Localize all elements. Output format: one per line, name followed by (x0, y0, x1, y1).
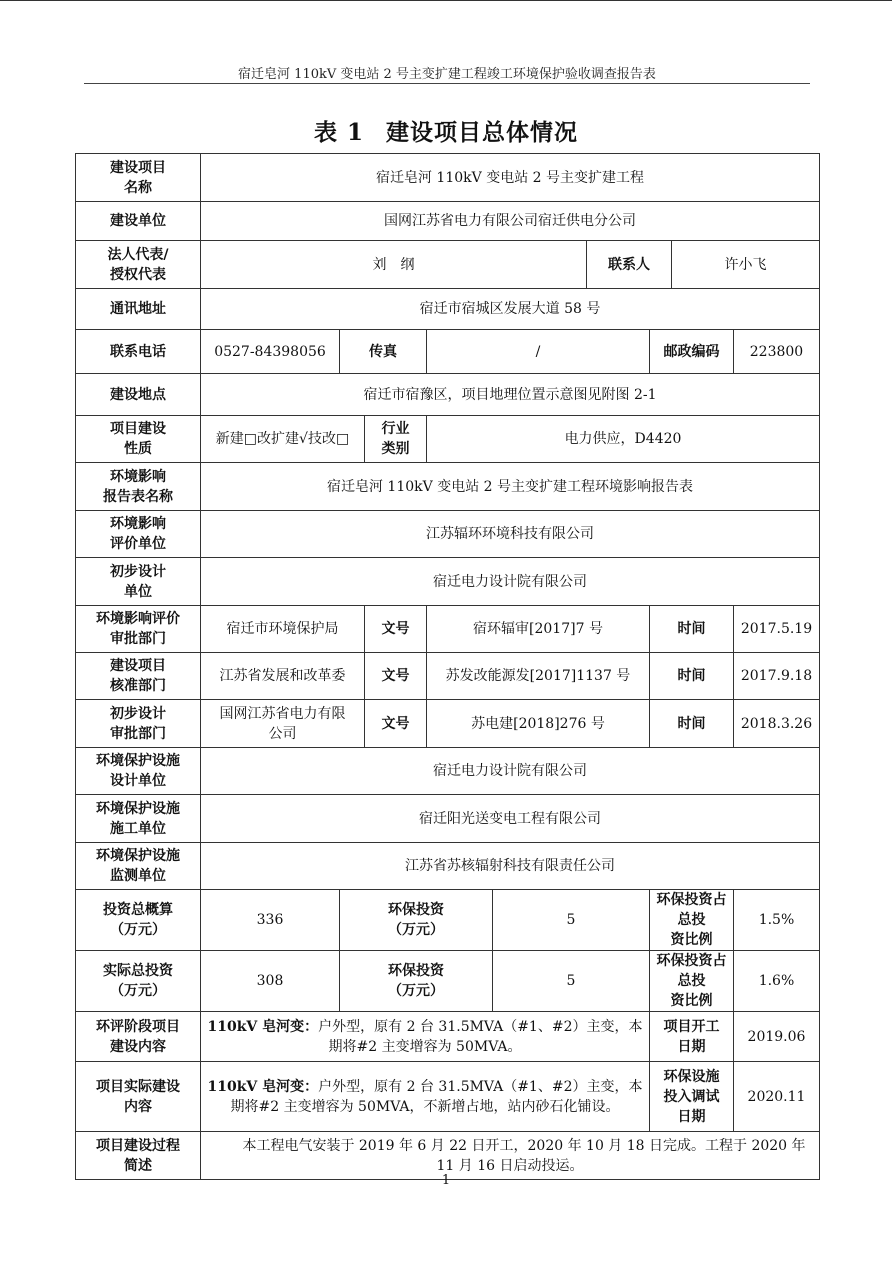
label-doc-no: 文号 (365, 700, 427, 748)
value-eia-unit: 江苏辐环环境科技有限公司 (201, 511, 820, 558)
table-row (76, 890, 820, 951)
table-row (76, 1062, 820, 1132)
label-doc-no: 文号 (365, 606, 427, 653)
label-actual-content: 项目实际建设 内容 (76, 1062, 201, 1132)
table-row (76, 241, 820, 289)
value-phone: 0527-84398056 (201, 330, 340, 374)
label-commission-date: 环保设施 投入调试 日期 (650, 1062, 734, 1132)
value-industry: 电力供应，D4420 (427, 416, 820, 463)
label-eia-content: 环评阶段项目 建设内容 (76, 1012, 201, 1062)
label-investment-budget: 投资总概算 （万元） (76, 890, 201, 951)
label-env-investment: 环保投资 （万元） (340, 951, 493, 1012)
content-text: 户外型，原有 2 台 31.5MVA（#1、#2）主变，本期将#2 主变增容为 50MVA。 (318, 1018, 643, 1055)
value-actual-investment: 308 (201, 951, 340, 1012)
label-industry: 行业 类别 (365, 416, 427, 463)
value-time: 2017.5.19 (734, 606, 820, 653)
table-row (76, 154, 820, 202)
content-text: 户外型，原有 2 台 31.5MVA（#1、#2）主变，本期将#2 主变增容为 50MVA，不新增占地，站内砂石化铺设。 (230, 1078, 643, 1115)
table-row (76, 558, 820, 606)
table-row (76, 951, 820, 1012)
value-approval-dept: 江苏省发展和改革委 (201, 653, 365, 700)
value-project-name: 宿迁皂河 110kV 变电站 2 号主变扩建工程 (201, 154, 820, 202)
header-rule (84, 83, 810, 84)
label-address: 通讯地址 (76, 289, 201, 330)
label-approval-design: 初步设计 审批部门 (76, 700, 201, 748)
value-investment-budget: 336 (201, 890, 340, 951)
label-time: 时间 (650, 700, 734, 748)
label-doc-no: 文号 (365, 653, 427, 700)
value-env-investment: 5 (493, 890, 650, 951)
value-process: 本工程电气安装于 2019 年 6 月 22 日开工，2020 年 10 月 18 日完成。工程于 2020 年 11 月 16 日启动投运。 (201, 1132, 820, 1180)
value-eia-report: 宿迁皂河 110kV 变电站 2 号主变扩建工程环境影响报告表 (201, 463, 820, 511)
label-eia-report: 环境影响 报告表名称 (76, 463, 201, 511)
table-row (76, 330, 820, 374)
value-env-monitor: 江苏省苏核辐射科技有限责任公司 (201, 843, 820, 890)
value-nature: 新建□改扩建√技改□ (201, 416, 365, 463)
label-time: 时间 (650, 653, 734, 700)
label-env-investment: 环保投资 （万元） (340, 890, 493, 951)
table-row (76, 700, 820, 748)
project-overview-table (75, 153, 820, 1180)
value-zip: 223800 (734, 330, 820, 374)
label-zip: 邮政编码 (650, 330, 734, 374)
label-eia-unit: 环境影响 评价单位 (76, 511, 201, 558)
value-legal-rep: 刘 纲 (201, 241, 587, 289)
table-row (76, 748, 820, 795)
label-env-monitor: 环境保护设施 监测单位 (76, 843, 201, 890)
value-time: 2018.3.26 (734, 700, 820, 748)
title-number: 表 1 (313, 119, 364, 146)
label-contact: 联系人 (587, 241, 672, 289)
label-phone: 联系电话 (76, 330, 201, 374)
value-eia-content (201, 1012, 650, 1062)
value-start-date: 2019.06 (734, 1012, 820, 1062)
value-env-ratio: 1.5% (734, 890, 820, 951)
value-actual-content (201, 1062, 650, 1132)
value-doc-no: 苏发改能源发[2017]1137 号 (427, 653, 650, 700)
table-row (76, 1012, 820, 1062)
value-location: 宿迁市宿豫区，项目地理位置示意图见附图 2-1 (201, 374, 820, 416)
value-doc-no: 苏电建[2018]276 号 (427, 700, 650, 748)
label-time: 时间 (650, 606, 734, 653)
label-env-ratio: 环保投资占总投 资比例 (650, 951, 734, 1012)
value-commission-date: 2020.11 (734, 1062, 820, 1132)
label-legal-rep: 法人代表/ 授权代表 (76, 241, 201, 289)
value-time: 2017.9.18 (734, 653, 820, 700)
substation-name: 110kV 皂河变： (207, 1018, 319, 1035)
value-env-construct: 宿迁阳光送变电工程有限公司 (201, 795, 820, 843)
table-row (76, 374, 820, 416)
label-fax: 传真 (340, 330, 427, 374)
table-row (76, 653, 820, 700)
title-text: 建设项目总体情况 (386, 119, 578, 146)
label-location: 建设地点 (76, 374, 201, 416)
label-approval-project: 建设项目 核准部门 (76, 653, 201, 700)
table-row (76, 463, 820, 511)
label-env-ratio: 环保投资占总投 资比例 (650, 890, 734, 951)
substation-name: 110kV 皂河变： (207, 1078, 319, 1095)
table-title (0, 114, 892, 147)
label-design-unit: 初步设计 单位 (76, 558, 201, 606)
table-row (76, 202, 820, 241)
value-approval-dept: 宿迁市环境保护局 (201, 606, 365, 653)
label-project-name: 建设项目 名称 (76, 154, 201, 202)
table-row (76, 511, 820, 558)
value-design-unit: 宿迁电力设计院有限公司 (201, 558, 820, 606)
top-border (0, 0, 892, 1)
value-approval-dept: 国网江苏省电力有限 公司 (201, 700, 365, 748)
label-env-design: 环境保护设施 设计单位 (76, 748, 201, 795)
value-builder: 国网江苏省电力有限公司宿迁供电分公司 (201, 202, 820, 241)
label-env-construct: 环境保护设施 施工单位 (76, 795, 201, 843)
label-nature: 项目建设 性质 (76, 416, 201, 463)
table-row (76, 795, 820, 843)
table-row (76, 843, 820, 890)
running-header: 宿迁皂河 110kV 变电站 2 号主变扩建工程竣工环境保护验收调查报告表 (238, 67, 656, 82)
label-approval-eia: 环境影响评价 审批部门 (76, 606, 201, 653)
value-fax: / (427, 330, 650, 374)
label-process: 项目建设过程 简述 (76, 1132, 201, 1180)
value-env-investment: 5 (493, 951, 650, 1012)
value-address: 宿迁市宿城区发展大道 58 号 (201, 289, 820, 330)
value-doc-no: 宿环辐审[2017]7 号 (427, 606, 650, 653)
table-row (76, 416, 820, 463)
value-contact: 许小飞 (672, 241, 820, 289)
table-row (76, 289, 820, 330)
value-env-design: 宿迁电力设计院有限公司 (201, 748, 820, 795)
label-actual-investment: 实际总投资 （万元） (76, 951, 201, 1012)
table-row (76, 606, 820, 653)
label-builder: 建设单位 (76, 202, 201, 241)
value-env-ratio: 1.6% (734, 951, 820, 1012)
label-start-date: 项目开工 日期 (650, 1012, 734, 1062)
page-number: 1 (441, 1173, 451, 1188)
